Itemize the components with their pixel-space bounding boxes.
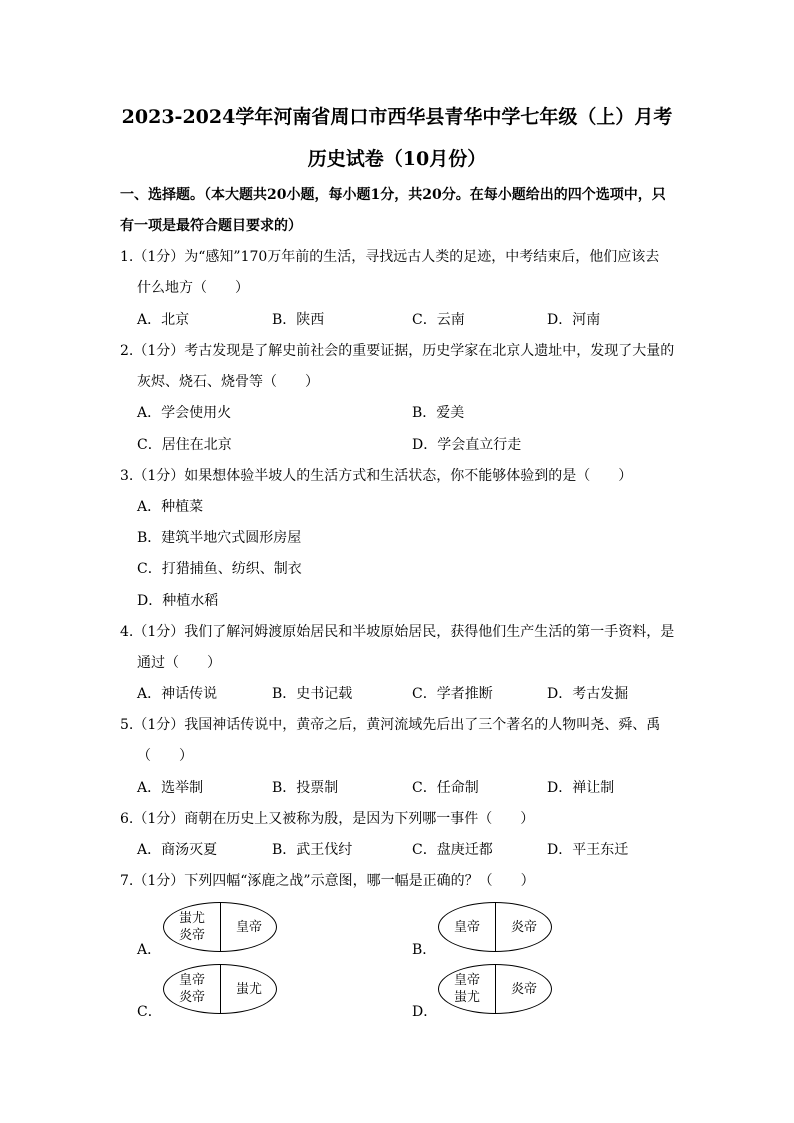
question-3-option-d: D．种植水稻 [137,593,219,609]
diagram-a-right-name-1: 皇帝 [235,919,262,935]
exam-title-line1: 2023-2024学年河南省周口市西华县青华中学七年级（上）月考 [121,106,673,128]
diagram-d-left-name-1: 皇帝 [453,973,480,988]
question-7-diagram-b [438,902,552,952]
diagram-c-right-name-1: 蚩尤 [235,981,262,997]
question-2-line1: 2.（1分）考古发现是了解史前社会的重要证据，历史学家在北京人遗址中，发现了大量的 [120,343,675,359]
question-7-option-c-label: C． [137,1004,162,1020]
question-1-line2: 什么地方（ ） [137,280,249,296]
question-4-option-d: D．考古发掘 [547,686,629,702]
question-1-option-a: A．北京 [137,312,190,328]
question-5-option-c: C．任命制 [412,780,479,796]
question-2-option-a: A．学会使用火 [137,405,232,421]
question-1-option-d: D．河南 [547,312,601,328]
exam-title-line2: 历史试卷（10月份） [307,148,487,170]
question-6-line1: 6.（1分）商朝在历史上又被称为殷，是因为下列哪一事件（ ） [120,811,535,827]
question-7-diagram-a [163,902,277,952]
question-2-option-b: B．爱美 [412,405,465,421]
question-4-option-a: A．神话传说 [137,686,218,702]
question-5-option-d: D．禅让制 [547,780,615,796]
question-7-line1: 7.（1分）下列四幅“涿鹿之战”示意图，哪一幅是正确的？（ ） [120,873,535,889]
question-3-option-a: A．种植菜 [137,499,204,515]
question-7-option-d-label: D． [412,1004,438,1020]
diagram-a-left-name-1: 蚩尤 [178,911,205,926]
question-1-option-c: C．云南 [412,312,465,328]
diagram-d-left-name-2: 蚩尤 [453,990,480,1005]
question-2-line2: 灰烬、烧石、烧骨等（ ） [137,374,319,390]
question-4-option-c: C．学者推断 [412,686,493,702]
question-1-line1: 1.（1分）为“感知”170万年前的生活，寻找远古人类的足迹，中考结束后，他们应该去 [120,249,660,265]
question-6-option-d: D．平王东迁 [547,842,629,858]
question-7-diagram-d [438,964,552,1014]
question-4-option-b: B．史书记载 [272,686,353,702]
question-7-diagram-c [163,964,277,1014]
question-1-option-b: B．陕西 [272,312,325,328]
section-heading-line2: 有一项是最符合题目要求的） [120,218,302,234]
question-7-option-a-label: A． [137,942,162,958]
question-4-line1: 4.（1分）我们了解河姆渡原始居民和半坡原始居民，获得他们生产生活的第一手资料，是 [120,624,675,640]
diagram-a-left-name-2: 炎帝 [178,928,205,943]
question-5-option-a: A．选举制 [137,780,204,796]
question-5-line2: （ ） [137,748,193,764]
question-3-option-b: B．建筑半地穴式圆形房屋 [137,530,302,546]
question-7-option-b-label: B． [412,942,437,958]
question-3-option-c: C．打猎捕鱼、纺织、制衣 [137,561,302,577]
diagram-b-right-name-1: 炎帝 [510,919,537,935]
diagram-b-left-name-1: 皇帝 [453,919,480,935]
section-heading-line1: 一、选择题。（本大题共20小题，每小题1分，共20分。在每小题给出的四个选项中，只 [120,187,666,203]
question-2-option-c: C．居住在北京 [137,437,232,453]
question-4-line2: 通过（ ） [137,655,221,671]
question-5-line1: 5.（1分）我国神话传说中，黄帝之后，黄河流域先后出了三个著名的人物叫尧、舜、禹 [120,717,661,733]
question-2-option-d: D．学会直立行走 [412,437,522,453]
question-6-option-b: B．武王伐纣 [272,842,353,858]
question-5-option-b: B．投票制 [272,780,339,796]
question-6-option-a: A．商汤灭夏 [137,842,218,858]
diagram-c-left-name-2: 炎帝 [178,990,205,1005]
question-3-line1: 3.（1分）如果想体验半坡人的生活方式和生活状态，你不能够体验到的是（ ） [120,468,633,484]
diagram-c-left-name-1: 皇帝 [178,973,205,988]
diagram-d-right-name-1: 炎帝 [510,981,537,997]
question-6-option-c: C．盘庚迁都 [412,842,493,858]
